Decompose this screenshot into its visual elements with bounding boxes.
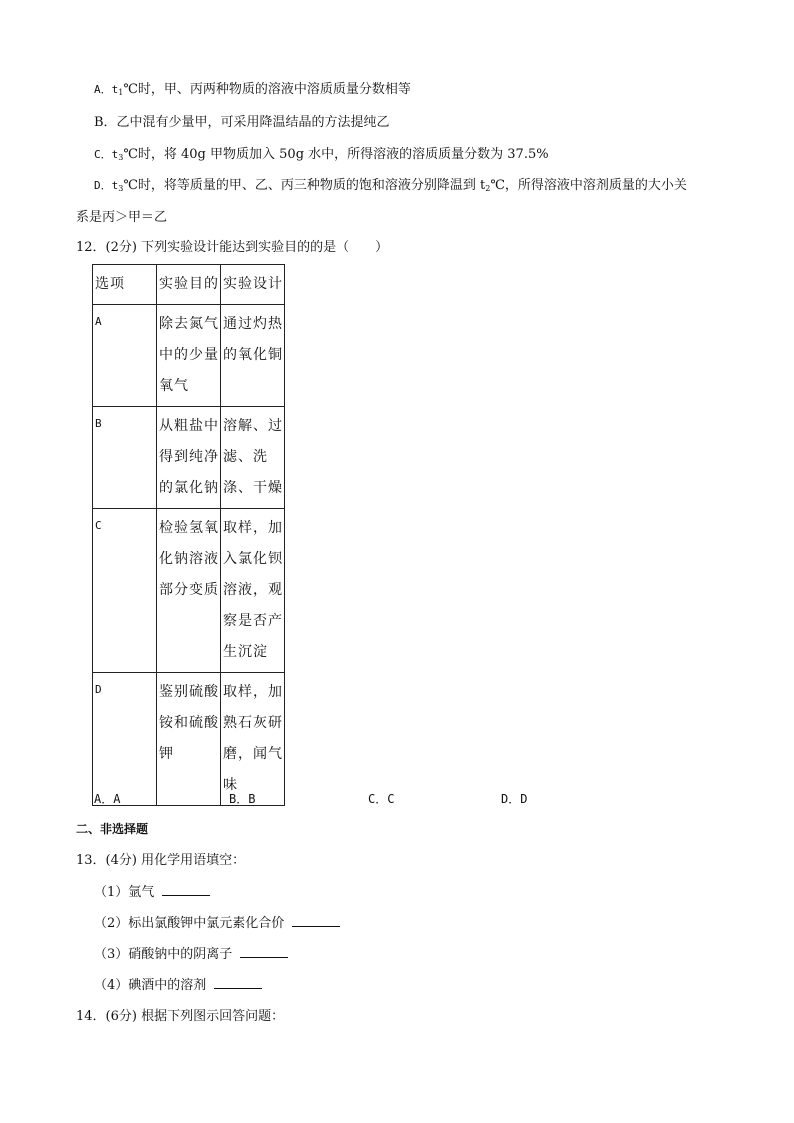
- q12-choice-b: B．B: [229, 792, 256, 806]
- q13-stem-text: 13．(4分) 用化学用语填空：: [76, 853, 246, 868]
- row-option: A: [93, 305, 157, 407]
- row-purpose: 检验氢氧化钠溶液部分变质: [157, 509, 221, 673]
- header-option: 选项: [93, 265, 157, 305]
- q13-item-1: [94, 883, 210, 903]
- q12-table: [92, 264, 285, 806]
- row-purpose: 从粗盐中得到纯净的氯化钠: [157, 407, 221, 509]
- option-d-prefix: D．t: [94, 179, 119, 192]
- option-d-subscript-2: 2: [485, 184, 491, 193]
- option-a-subscript: 1: [118, 88, 124, 97]
- q14-stem-text: 14．(6分) 根据下列图示回答问题：: [76, 1009, 285, 1024]
- q13-item-4: [94, 976, 262, 996]
- q11-option-b: [94, 113, 390, 133]
- option-b-text: B．乙中混有少量甲，可采用降温结晶的方法提纯乙: [94, 115, 390, 130]
- q12-stem: [76, 238, 388, 258]
- option-d-continuation-text: 系是丙＞甲＝乙: [76, 210, 168, 225]
- q13-item-3: [94, 945, 288, 965]
- option-a-text: ℃时，甲、丙两种物质的溶液中溶质质量分数相等: [123, 82, 411, 97]
- table-row: [93, 407, 285, 509]
- table-header-row: [93, 265, 285, 305]
- option-d-subscript: 3: [118, 184, 124, 193]
- q12-choice-d: D．D: [501, 792, 528, 806]
- q14-stem: [76, 1007, 284, 1027]
- row-design: 通过灼热的氧化铜: [221, 305, 285, 407]
- section-heading: 二、非选择题: [76, 822, 149, 836]
- row-purpose: 鉴别硫酸铵和硫酸钾: [157, 673, 221, 806]
- q12-choice-c: C．C: [368, 792, 395, 806]
- q13-item-text: （2）标出氯酸钾中氯元素化合价: [94, 916, 285, 931]
- row-purpose: 除去氮气中的少量氧气: [157, 305, 221, 407]
- q12-choice-a: A．A: [94, 792, 121, 806]
- q11-option-d: [94, 176, 687, 199]
- row-design: 溶解、过滤、洗涤、干燥: [221, 407, 285, 509]
- answer-blank[interactable]: [214, 976, 262, 989]
- q11-option-a: [94, 80, 411, 103]
- q11-option-c: [94, 145, 549, 168]
- answer-blank[interactable]: [292, 914, 340, 927]
- row-option: D: [93, 673, 157, 806]
- q13-item-2: [94, 914, 340, 934]
- row-option: C: [93, 509, 157, 673]
- answer-blank[interactable]: [162, 883, 210, 896]
- row-design: 取样，加熟石灰研磨，闻气味: [221, 673, 285, 806]
- row-option: B: [93, 407, 157, 509]
- q11-option-d-continuation: [76, 208, 167, 228]
- q13-item-text: （4）碘酒中的溶剂: [94, 978, 207, 993]
- q13-item-text: （3）硝酸钠中的阴离子: [94, 947, 233, 962]
- option-a-prefix: A．t: [94, 83, 119, 96]
- option-c-prefix: C．t: [94, 148, 119, 161]
- header-design: 实验设计: [221, 265, 285, 305]
- table-row: [93, 305, 285, 407]
- q13-stem: [76, 851, 245, 871]
- table-row: [93, 509, 285, 673]
- answer-blank[interactable]: [240, 945, 288, 958]
- option-c-subscript: 3: [118, 153, 124, 162]
- option-d-text: ℃时，将等质量的甲、乙、丙三种物质的饱和溶液分别降温到 t: [123, 178, 486, 193]
- option-c-text: ℃时，将 40g 甲物质加入 50g 水中，所得溶液的溶质质量分数为 37.5%: [123, 147, 549, 162]
- q13-item-text: （1）氩气: [94, 885, 155, 900]
- header-purpose: 实验目的: [157, 265, 221, 305]
- q12-stem-text: 12．(2分) 下列实验设计能达到实验目的的是（ ）: [76, 240, 389, 255]
- row-design: 取样，加入氯化钡溶液，观察是否产生沉淀: [221, 509, 285, 673]
- option-d-text-2: ℃，所得溶液中溶剂质量的大小关: [490, 178, 687, 193]
- table-row: [93, 673, 285, 806]
